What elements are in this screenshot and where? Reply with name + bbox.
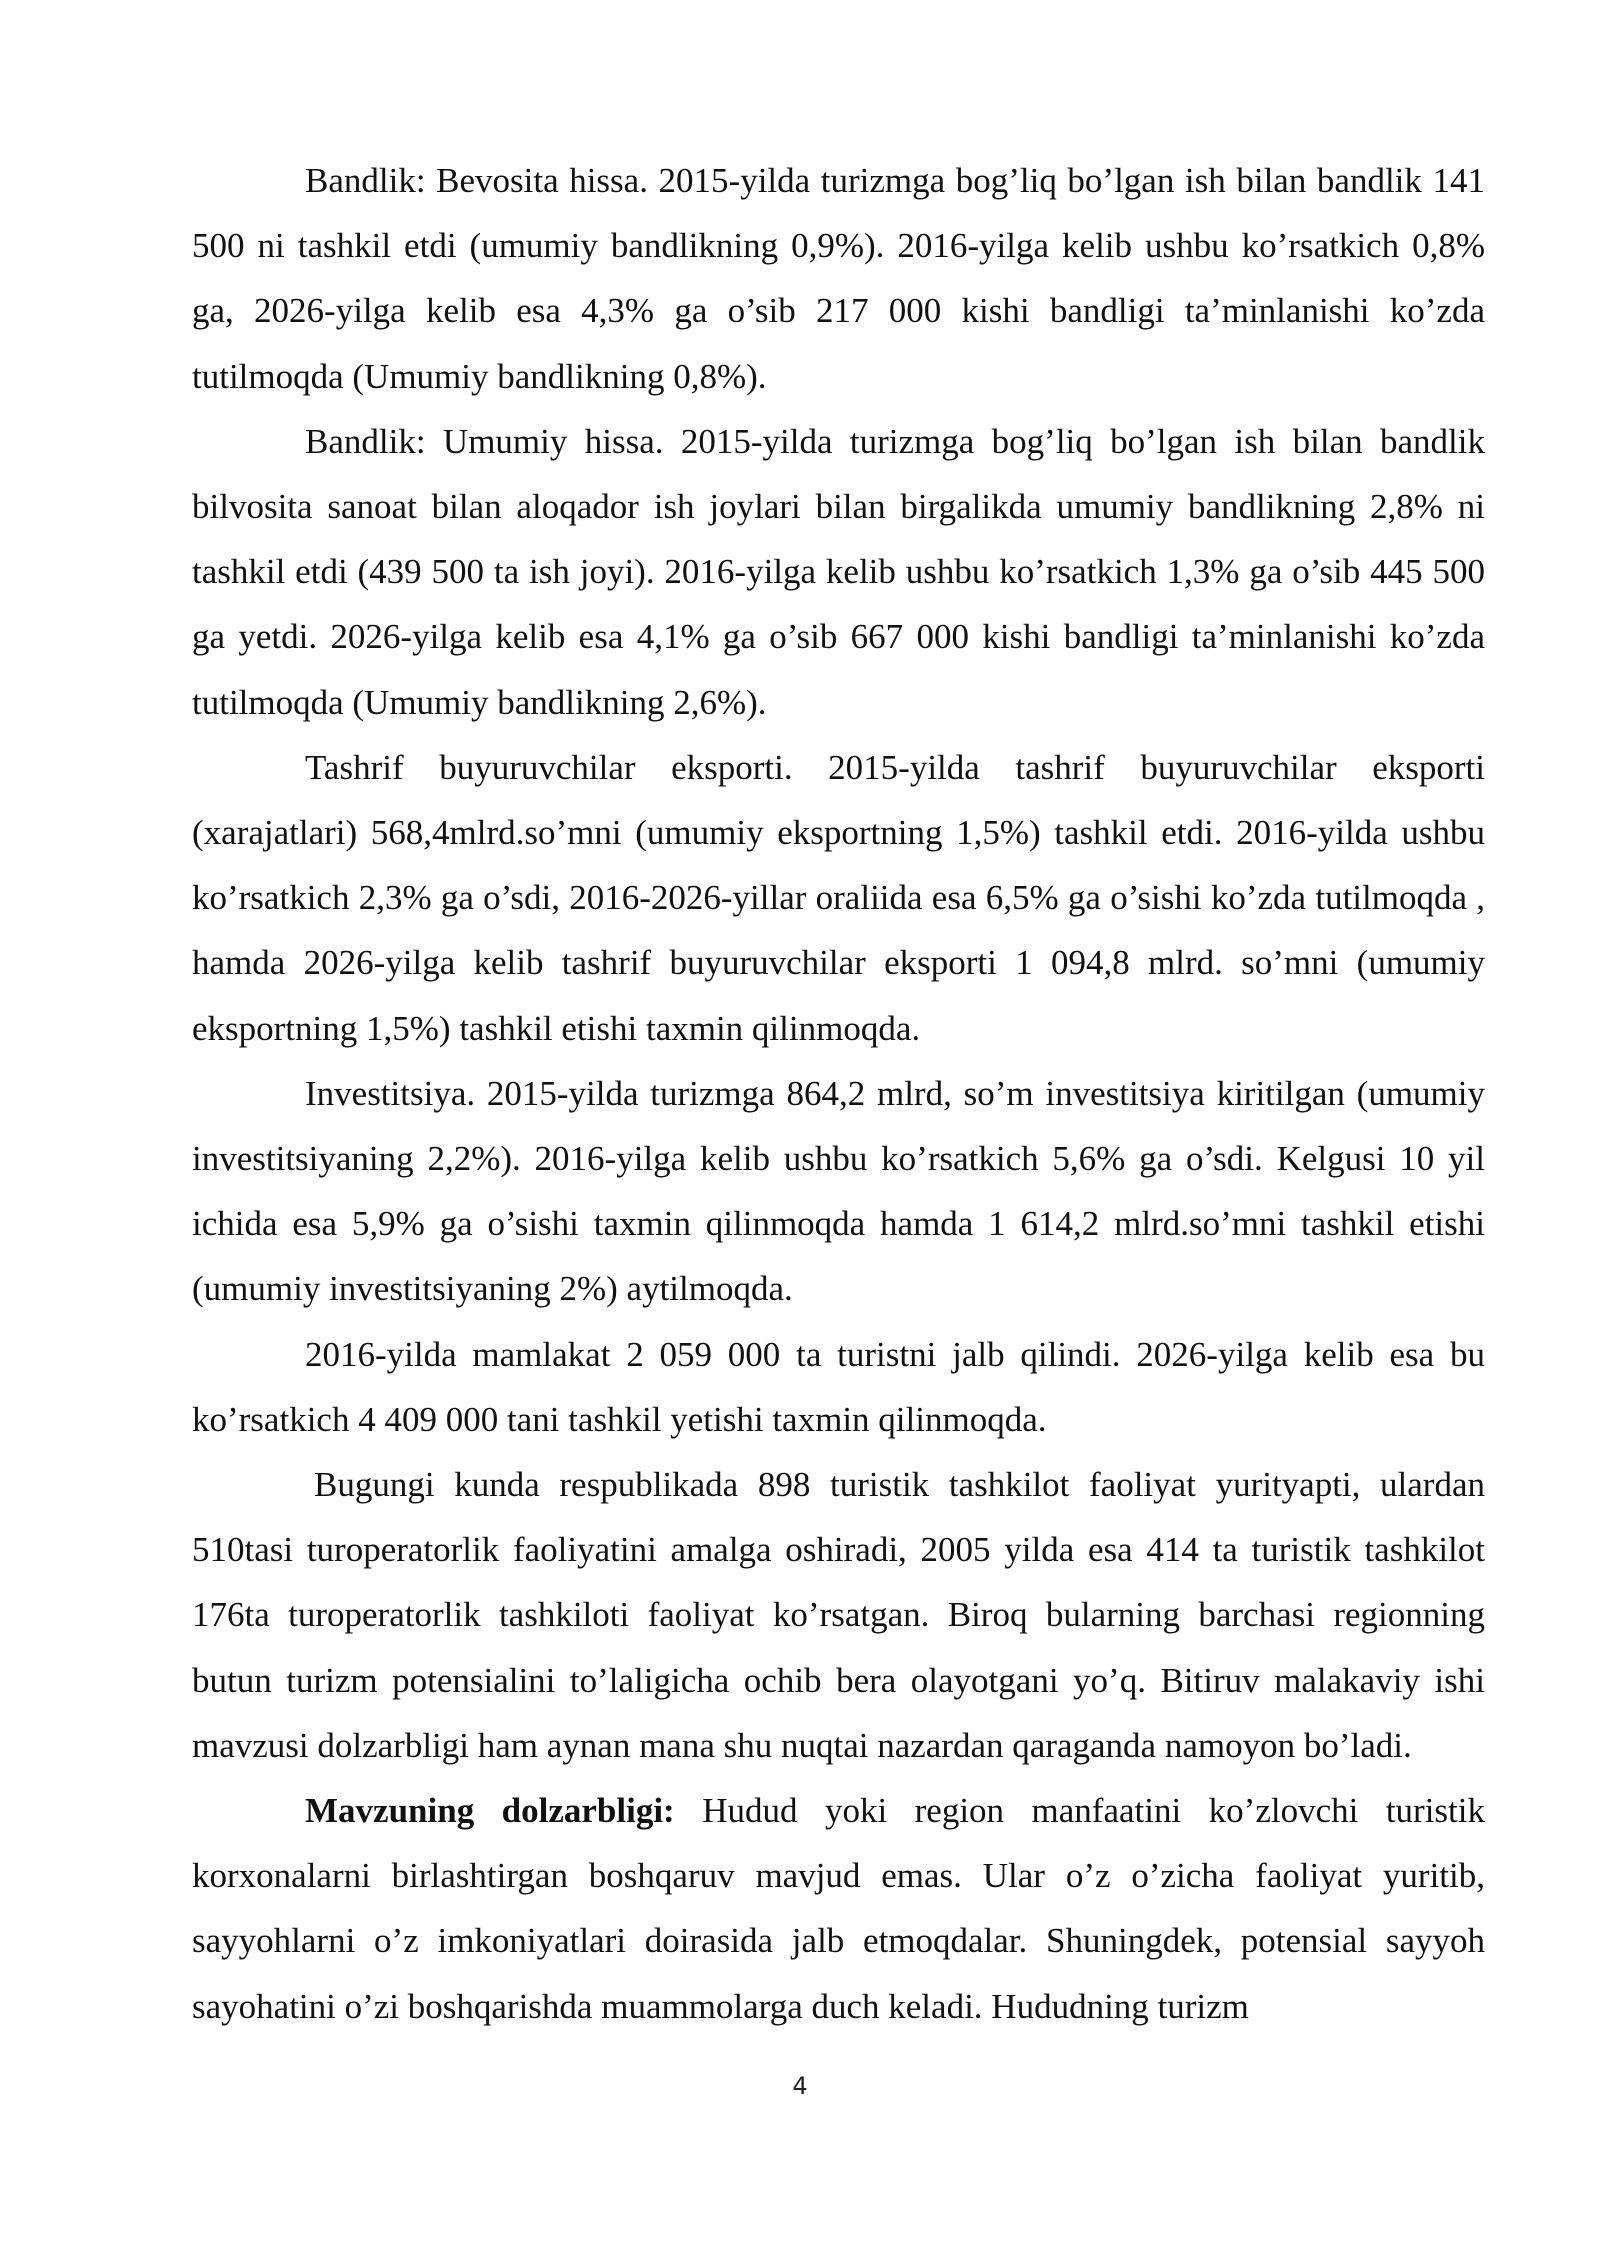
- paragraph-total-employment: [192, 409, 1485, 735]
- paragraph-visitor-exports: [192, 735, 1485, 1061]
- paragraph-text: Tashrif buyuruvchilar eksporti. 2015-yilda tashrif buyuruvchilar eksporti (xarajatlari) 568,4mlrd.so’mni (umumiy eksportning 1,5%) tashkil etdi. 2016-yilda ushbu ko’rsatkich 2,3% ga o’sdi, 2016-2026-yillar oraliida esa 6,5% ga o’sishi ko’zda tutilmoqda , hamda 2026-yilga kelib tashrif buyuruvchilar eksporti 1 094,8 mlrd. so’mni (umumiy eksportning 1,5%) tashkil etishi taxmin qilinmoqda.: [192, 747, 1485, 1048]
- paragraph-topic-relevance: [192, 1778, 1485, 2039]
- paragraph-tourist-organizations: [192, 1452, 1485, 1778]
- paragraph-text: Bandlik: Bevosita hissa. 2015-yilda turizmga bog’liq bo’lgan ish bilan bandlik 141 500 ni tashkil etdi (umumiy bandlikning 0,9%). 2016-yilga kelib ushbu ko’rsatkich 0,8% ga, 2026-yilga kelib esa 4,3% ga o’sib 217 000 kishi bandligi ta’minlanishi ko’zda tutilmoqda (Umumiy bandlikning 0,8%).: [192, 161, 1485, 396]
- paragraph-text: Hudud yoki region manfaatini ko’zlovchi turistik korxonalarni birlashtirgan boshqaruv mavjud emas. Ular o’z o’zicha faoliyat yuritib, sayyohlarni o’z imkoniyatlari doirasida jalb etmoqdalar. Shuningdek, potensial sayyoh sayohatini o’zi boshqarishda muammolarga duch keladi. Hududning turizm: [192, 1791, 1485, 2026]
- paragraph-tourist-arrivals: [192, 1322, 1485, 1452]
- paragraph-bold-lead: Mavzuning dolzarbligi:: [305, 1791, 675, 1831]
- paragraph-text: Investitsiya. 2015-yilda turizmga 864,2 mlrd, so’m investitsiya kiritilgan (umumiy investitsiyaning 2,2%). 2016-yilga kelib ushbu ko’rsatkich 5,6% ga o’sdi. Kelgusi 10 yil ichida esa 5,9% ga o’sishi taxmin qilinmoqda hamda 1 614,2 mlrd.so’mni tashkil etishi (umumiy investitsiyaning 2%) aytilmoqda.: [192, 1073, 1485, 1309]
- paragraph-investment: [192, 1061, 1485, 1322]
- paragraph-direct-employment: [192, 148, 1485, 409]
- page-number: 4: [792, 2072, 808, 2100]
- paragraph-text: Bugungi kunda respublikada 898 turistik tashkilot faoliyat yurityapti, ulardan 510tasi turoperatorlik faoliyatini amalga oshiradi, 2005 yilda esa 414 ta turistik tashkilot 176ta turoperatorlik tashkiloti faoliyat ko’rsatgan. Biroq bularning barchasi regionning butun turizm potensialini to’laligicha ochib bera olayotgani yo’q. Bitiruv malakaviy ishi mavzusi dolzarbligi ham aynan mana shu nuqtai nazardan qaraganda namoyon bo’ladi.: [192, 1465, 1485, 1765]
- paragraph-text: Bandlik: Umumiy hissa. 2015-yilda turizmga bog’liq bo’lgan ish bilan bandlik bilvosita sanoat bilan aloqador ish joylari bilan birgalikda umumiy bandlikning 2,8% ni tashkil etdi (439 500 ta ish joyi). 2016-yilga kelib ushbu ko’rsatkich 1,3% ga o’sib 445 500 ga yetdi. 2026-yilga kelib esa 4,1% ga o’sib 667 000 kishi bandligi ta’minlanishi ko’zda tutilmoqda (Umumiy bandlikning 2,6%).: [192, 421, 1485, 722]
- document-page: [192, 148, 1485, 2039]
- paragraph-text: 2016-yilda mamlakat 2 059 000 ta turistni jalb qilindi. 2026-yilga kelib esa bu ko’rsatkich 4 409 000 tani tashkil yetishi taxmin qilinmoqda.: [192, 1334, 1485, 1439]
